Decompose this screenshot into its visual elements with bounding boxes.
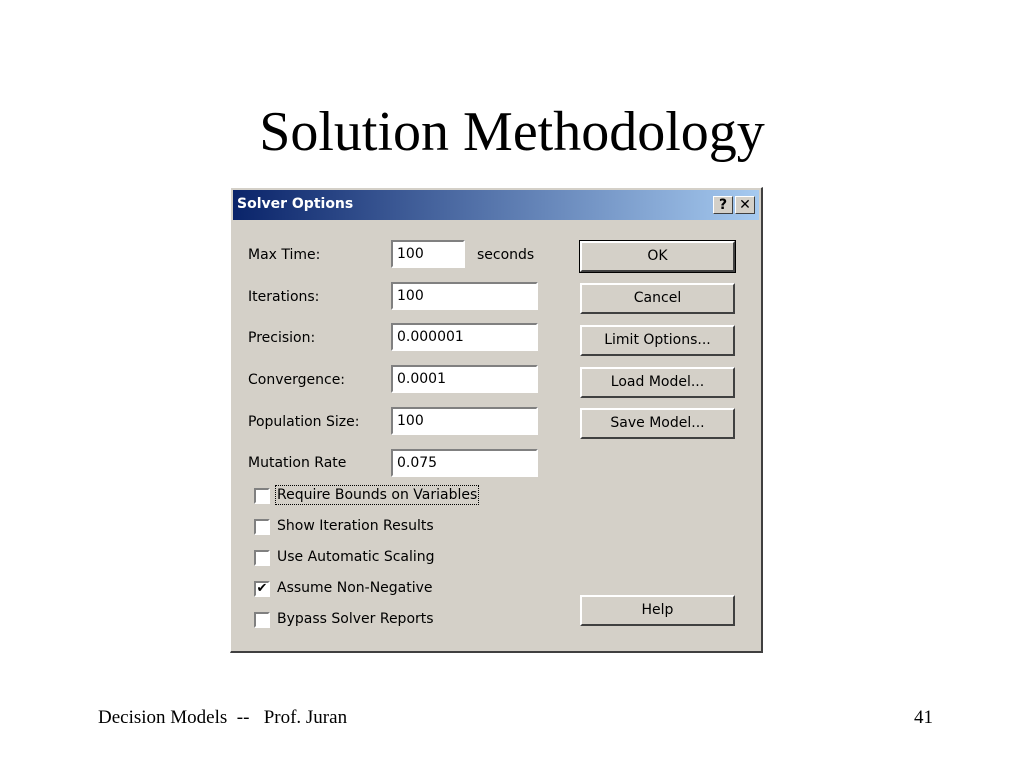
require-bounds-label[interactable]: Require Bounds on Variables: [277, 487, 478, 503]
convergence-label: Convergence:: [248, 372, 346, 388]
require-bounds-checkbox[interactable]: [254, 488, 270, 504]
precision-input[interactable]: 0.000001: [391, 323, 538, 351]
assume-non-negative-checkbox[interactable]: ✔: [254, 581, 270, 597]
help-button[interactable]: Help: [580, 595, 735, 626]
save-model-button[interactable]: Save Model...: [580, 408, 735, 439]
assume-non-negative-label[interactable]: Assume Non-Negative: [277, 580, 433, 596]
close-icon[interactable]: ✕: [735, 196, 755, 214]
automatic-scaling-checkbox[interactable]: [254, 550, 270, 566]
bypass-solver-reports-label[interactable]: Bypass Solver Reports: [277, 611, 434, 627]
convergence-input[interactable]: 0.0001: [391, 365, 538, 393]
max-time-input[interactable]: 100: [391, 240, 465, 268]
ok-button[interactable]: OK: [580, 241, 735, 272]
slide-page-number: 41: [914, 707, 933, 728]
load-model-button[interactable]: Load Model...: [580, 367, 735, 398]
help-icon[interactable]: ?: [713, 196, 733, 214]
max-time-unit: seconds: [477, 247, 535, 263]
dialog-titlebar[interactable]: [233, 190, 759, 220]
iterations-input[interactable]: 100: [391, 282, 538, 310]
max-time-label: Max Time:: [248, 247, 321, 263]
slide-footer: Decision Models -- Prof. Juran: [98, 707, 348, 728]
automatic-scaling-label[interactable]: Use Automatic Scaling: [277, 549, 435, 565]
limit-options-button[interactable]: Limit Options...: [580, 325, 735, 356]
show-iteration-results-label[interactable]: Show Iteration Results: [277, 518, 434, 534]
show-iteration-results-checkbox[interactable]: [254, 519, 270, 535]
population-size-label: Population Size:: [248, 414, 360, 430]
dialog-title: Solver Options: [237, 196, 354, 212]
mutation-rate-label: Mutation Rate: [248, 455, 347, 471]
mutation-rate-input[interactable]: 0.075: [391, 449, 538, 477]
solver-options-dialog: [230, 187, 763, 653]
slide-title: Solution Methodology: [259, 101, 765, 163]
cancel-button[interactable]: Cancel: [580, 283, 735, 314]
precision-label: Precision:: [248, 330, 316, 346]
iterations-label: Iterations:: [248, 289, 320, 305]
population-size-input[interactable]: 100: [391, 407, 538, 435]
bypass-solver-reports-checkbox[interactable]: [254, 612, 270, 628]
